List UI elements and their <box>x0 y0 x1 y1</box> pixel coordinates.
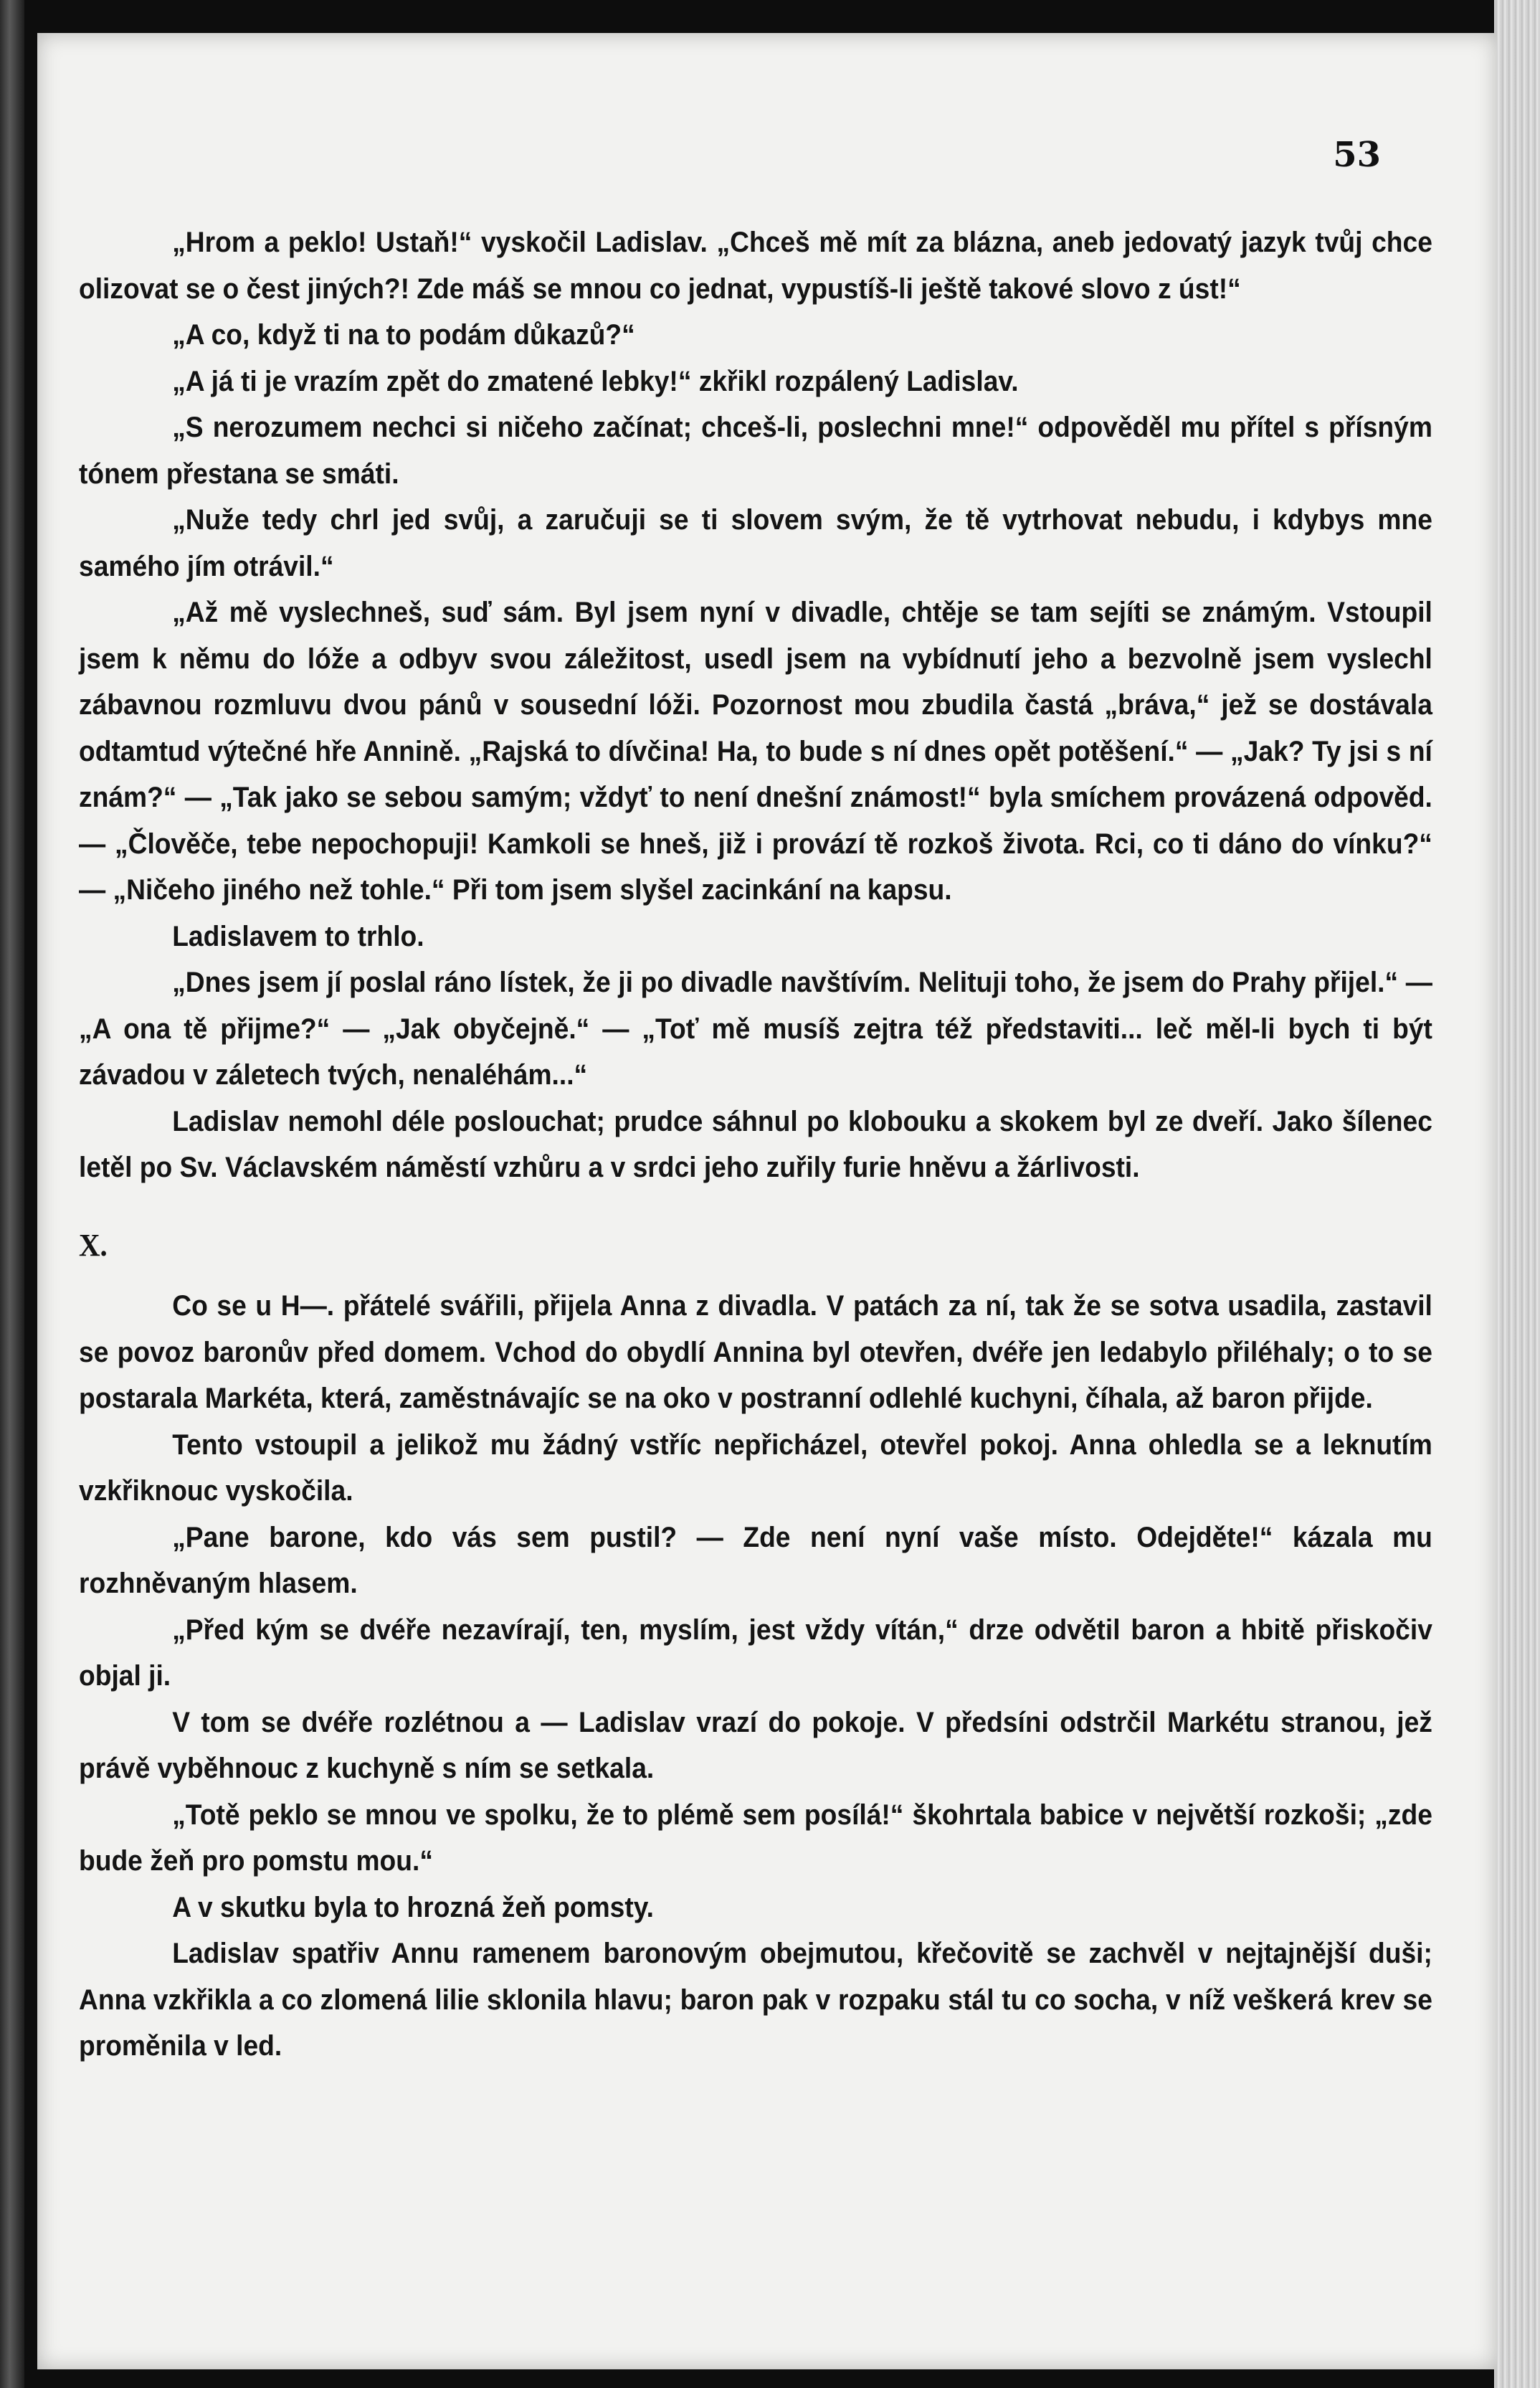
body-text <box>79 219 1432 2070</box>
paragraph: „A co, když ti na to podám důkazů?“ <box>172 319 635 351</box>
paragraph: V tom se dvéře rozlétnou a — Ladislav vrazí do pokoje. V předsíni odstrčil Markétu stranou, jež právě vyběhnouc z kuchyně s ním se setkala. <box>79 1706 1432 1784</box>
paragraph: Tento vstoupil a jelikož mu žádný vstříc nepřicházel, otevřel pokoj. Anna ohledla se a leknutím vzkřiknouc vyskočila. <box>79 1428 1432 1507</box>
paragraph: A v skutku byla to hrozná žeň pomsty. <box>172 1891 654 1923</box>
paragraph: „Před kým se dvéře nezavírají, ten, myslím, jest vždy vítán,“ drze odvětil baron a hbitě přiskočiv objal ji. <box>79 1614 1432 1692</box>
paragraph: Ladislavem to trhlo. <box>172 920 424 952</box>
paragraph: Ladislav spatřiv Annu ramenem baronovým obejmutou, křečovitě se zachvěl v nejtajnější duši; Anna vzkřikla a co zlomená lilie sklonila hlavu; baron pak v rozpaku stál tu co socha, v níž veškerá krev se proměnila v led. <box>79 1938 1432 2062</box>
paragraph: „Nuže tedy chrl jed svůj, a zaručuji se ti slovem svým, že tě vytrhovat nebudu, i kdybys mne samého jím otrávil.“ <box>79 504 1432 582</box>
paragraph: Co se u H—. přátelé svářili, přijela Anna z divadla. V patách za ní, tak že se sotva usadila, zastavil se povoz baronův před domem. Vchod do obydlí Annina byl otevřen, dvéře jen ledabylo přiléhaly; o to se postarala Markéta, která, zaměstnávajíc se na oko v postranní odlehlé kuchyni, číhala, až baron přijde. <box>79 1290 1432 1414</box>
facing-page-edge <box>0 0 24 2388</box>
chapter-heading: X. <box>79 1227 108 1263</box>
book-page-edges <box>1494 0 1540 2388</box>
paragraph: „Dnes jsem jí poslal ráno lístek, že ji po divadle navštívím. Nelituji toho, že jsem do Prahy přijel.“ — „A ona tě přijme?“ — „Jak obyčejně.“ — „Toť mě musíš zejtra též představiti... leč měl-li bych ti být závadou v záletech tvých, nenaléhám...“ <box>79 967 1432 1091</box>
paragraph: „Až mě vyslechneš, suď sám. Byl jsem nyní v divadle, chtěje se tam sejíti se známým. Vstoupil jsem k němu do lóže a odbyv svou záležitost, usedl jsem na vybídnutí jeho a bezvolně jsem vyslechl zábavnou rozmluvu dvou pánů v sousední lóži. Pozornost mou zbudila častá „bráva,“ jež se dostávala odtamtud výtečné hře Annině. „Rajská to dívčina! Ha, to bude s ní dnes opět potěšení.“ — „Jak? Ty jsi s ní znám?“ — „Tak jako se sebou samým; vždyť to není dnešní známost!“ byla smíchem provázená odpověd. — „Člověče, tebe nepochopuji! Kamkoli se hneš, již i provází tě rozkoš života. Rci, co ti dáno do vínku?“ — „Ničeho jiného než tohle.“ Při tom jsem slyšel zacinkání na kapsu. <box>79 597 1432 906</box>
paragraph: „Pane barone, kdo vás sem pustil? — Zde není nyní vaše místo. Odejděte!“ kázala mu rozhněvaným hlasem. <box>79 1521 1432 1599</box>
book-page <box>37 33 1497 2369</box>
paragraph: „A já ti je vrazím zpět do zmatené lebky!“ zkřikl rozpálený Ladislav. <box>172 365 1019 397</box>
paragraph: „Hrom a peklo! Ustaň!“ vyskočil Ladislav. „Chceš mě mít za blázna, aneb jedovatý jazyk tvůj chce olizovat se o čest jiných?! Zde máš se mnou co jednat, vypustíš-li ještě takové slovo z úst!“ <box>79 227 1432 305</box>
page-number: 53 <box>1333 135 1381 175</box>
paragraph: „Totě peklo se mnou ve spolku, že to plémě sem posílá!“ škohrtala babice v největší rozkoši; „zde bude žeň pro pomstu mou.“ <box>79 1799 1432 1877</box>
paragraph: „S nerozumem nechci si ničeho začínat; chceš-li, poslechni mne!“ odpověděl mu přítel s přísným tónem přestana se smáti. <box>79 412 1432 490</box>
paragraph: Ladislav nemohl déle poslouchat; prudce sáhnul po klobouku a skokem byl ze dveří. Jako šílenec letěl po Sv. Václavském náměstí vzhůru a v srdci jeho zuřily furie hněvu a žárlivosti. <box>79 1105 1432 1183</box>
